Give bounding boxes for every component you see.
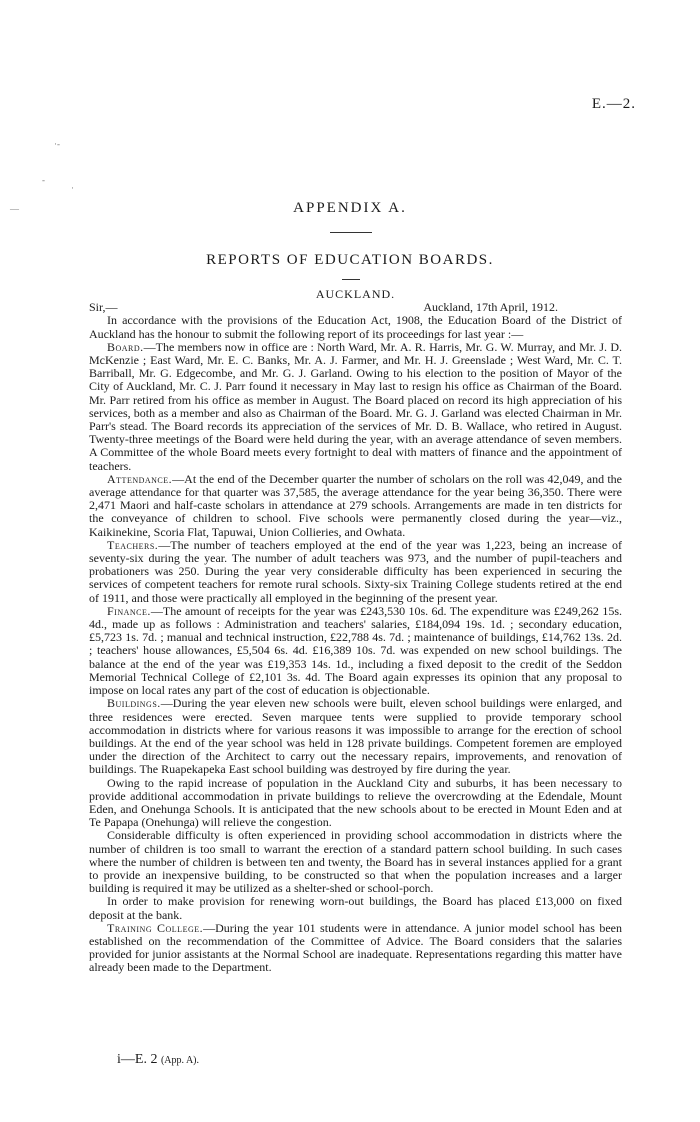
- paragraph-finance: [89, 605, 622, 697]
- paragraph-text: —During the year 101 students were in attendance. A junior model school has been established on the recommendation of the Committee of Advice. The Board considers that the salaries provided for junior assistants at the Normal School are inadequate. Representations regarding this matter have already been made to the Department.: [89, 920, 622, 975]
- paragraph-text: —At the end of the December quarter the number of scholars on the roll was 42,049, and the average attendance for that quarter was 37,585, the average attendance for the year being 36,350. There were 2,471 Maori and half-caste scholars in attendance at 279 schools. Arrangements are made in ten districts for the conveyance of children to school. Five schools were permanently closed during the year—viz., Kaikinekine, Scoria Flat, Tapuwai, Union Collieries, and Owhata.: [89, 471, 622, 539]
- signature-suffix: (App. A).: [160, 1055, 200, 1066]
- footer-signature: [117, 1052, 199, 1068]
- report-intro: In accordance with the provisions of the Education Act, 1908, the Education Board of the District of Auckland has the honour to submit the following report of its proceedings for last year :—: [89, 313, 622, 341]
- paragraph-accommodation: [89, 829, 622, 895]
- scan-speck: ‑: [42, 175, 45, 185]
- appendix-title: APPENDIX A.: [293, 200, 407, 216]
- scan-speck: ·: [71, 183, 74, 193]
- scan-speck: —: [10, 204, 19, 214]
- salutation-line: [89, 301, 622, 314]
- paragraph-teachers: [89, 539, 622, 605]
- paragraph-heading: Training College.: [107, 920, 204, 935]
- paragraph-heading: Teachers.: [107, 537, 159, 552]
- scan-speck: ·‑: [54, 139, 60, 149]
- divider-rule: [342, 279, 360, 280]
- paragraph-deposit: [89, 895, 622, 921]
- section-title: REPORTS OF EDUCATION BOARDS.: [206, 252, 494, 268]
- report-body: [89, 288, 622, 975]
- paragraph-buildings: [89, 697, 622, 776]
- paragraph-heading: Buildings.: [107, 696, 161, 711]
- paragraph-heading: Attendance.: [107, 471, 173, 486]
- paragraph-training-college: [89, 922, 622, 975]
- paragraph-text: In order to make provision for renewing worn-out buildings, the Board has placed £13,000 on fixed deposit at the bank.: [89, 894, 622, 922]
- paragraph-text: —The number of teachers employed at the end of the year was 1,223, being an increase of seventy-six during the year. The number of adult teachers was 973, and the number of pupil-teachers and probationers was 250. During the year very considerable difficulty has been experienced in securing the services of competent teachers for remote rural schools. Sixty-six Training College students retired at the end of 1911, and those were practically all employed in the beginning of the present year.: [89, 537, 622, 605]
- report-date: Auckland, 17th April, 1912.: [423, 300, 558, 315]
- paragraph-board: [89, 341, 622, 473]
- paragraph-text: —The amount of receipts for the year was £243,530 10s. 6d. The expenditure was £249,262 15s. 4d., made up as follows : Administration and teachers' salaries, £184,094 19s. 1d. ; secondary education, £5,723 1s. 7d. ; manual and technical instruction, £22,788 4s. 7d. ; maintenance of buildings, £14,762 13s. 2d. ; teachers' house allowances, £5,504 6s. 4d. £16,389 10s. 7d. was expended on new school buildings. The balance at the end of the year was £19,353 14s. 1d., including a fixed deposit to the credit of the Seddon Memorial Technical College of £2,101 3s. 4d. The Board again expresses its opinion that any proposal to impose on local rates any part of the cost of education is objectionable.: [89, 603, 622, 698]
- page-code: E.—2.: [591, 96, 636, 112]
- paragraph-text: Considerable difficulty is often experienced in providing school accommodation in districts where the number of children is too small to warrant the erection of a standard pattern school building. In such cases where the number of children is between ten and twenty, the Board has in several instances applied for a grant to provide an inexpensive building, to be constructed so that when the population increases and a larger building is required it may be utilized as a shelter-shed or school-porch.: [89, 828, 622, 896]
- signature-mark: i—E. 2: [117, 1052, 158, 1067]
- paragraph-text: —During the year eleven new schools were built, eleven school buildings were enlarged, and three residences were erected. Seven marquee tents were supplied to provide temporary school accommodation in districts where for various reasons it was impossible to arrange for the erection of school buildings. At the end of the year school was held in 128 private buildings. Competent foremen are employed under the direction of the Architect to carry out the necessary repairs, improvements, and renovation of buildings. The Ruapekapeka East school building was destroyed by fire during the year.: [89, 696, 622, 777]
- paragraph-heading: Board.: [107, 339, 144, 354]
- paragraph-text: —The members now in office are : North Ward, Mr. A. R. Harris, Mr. G. W. Murray, and Mr. J. D. McKenzie ; East Ward, Mr. E. C. Banks, Mr. A. J. Farmer, and Mr. H. J. Greenslade ; West Ward, Mr. C. T. Barriball, Mr. G. Edgecombe, and Mr. G. J. Garland. Owing to his election to the position of Mayor of the City of Auckland, Mr. C. J. Parr found it necessary in May last to resign his office as Chairman of the Board. Mr. Parr retired from his office as member in August. The Board placed on record its high appreciation of his services, both as a member and also as Chairman of the Board. Mr. G. J. Garland was elected Chairman in Mr. Parr's stead. The Board records its appreciation of the services of Mr. D. B. Wallace, who retired in August. Twenty-three meetings of the Board were held during the year, with an average attendance of seven members. A Committee of the whole Board meets every fortnight to deal with matters of finance and the appointment of teachers.: [89, 339, 622, 473]
- paragraph-heading: Finance.: [107, 603, 151, 618]
- paragraph-population: [89, 777, 622, 830]
- salutation: Sir,—: [89, 300, 118, 315]
- report-place: AUCKLAND.: [315, 287, 396, 301]
- paragraph-text: Owing to the rapid increase of population in the Auckland City and suburbs, it has been necessary to provide additional accommodation in private buildings to relieve the overcrowding at the Edendale, Mount Eden, and Onehunga Schools. It is anticipated that the new schools about to be erected in Mount Eden and at Te Papapa (Onehunga) will relieve the congestion.: [89, 775, 622, 830]
- divider-rule: [330, 232, 372, 233]
- paragraph-attendance: [89, 473, 622, 539]
